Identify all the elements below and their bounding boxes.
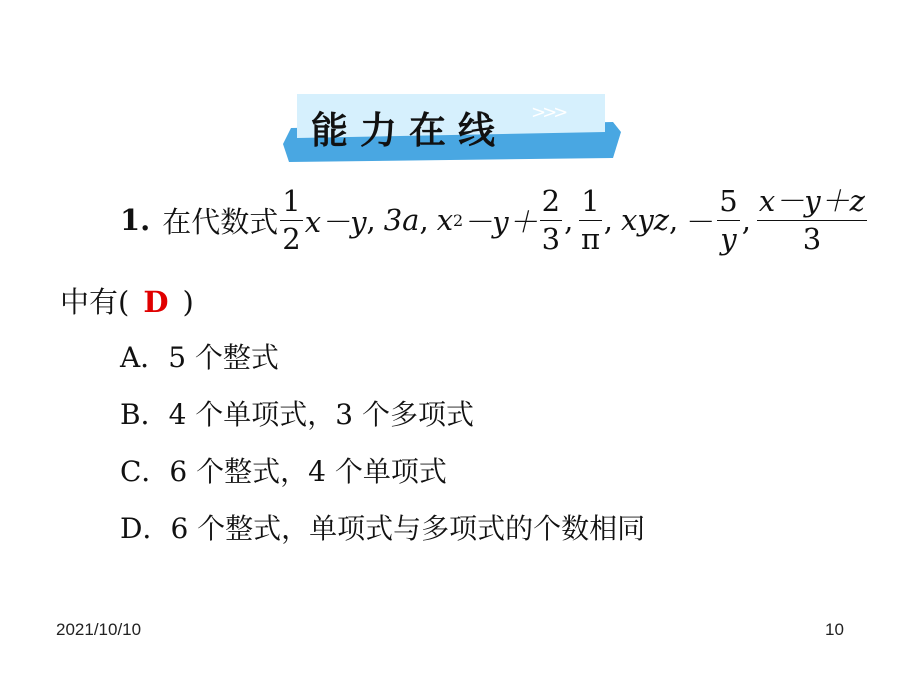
fraction-5 [757,183,867,256]
option-d: D．6 个整式，单项式与多项式的个数相同 [120,512,646,545]
fraction-numerator: 2 [540,187,562,221]
question-prefix: 在代数式 [162,204,279,239]
fraction-denominator: 3 [802,221,822,256]
option-b: B．4 个单项式，3 个多项式 [120,398,475,431]
expr2: 3a [383,203,420,237]
fraction-denominator: 3 [541,221,561,256]
expr3-tail: －y＋ [463,204,538,239]
question-line-2 [60,280,194,321]
expr3-base: x [436,203,454,237]
fraction-numerator: 1 [280,187,302,221]
section-banner [283,92,625,164]
separator: , [419,203,429,237]
footer-page-number: 10 [825,620,844,639]
banner-title: 能力在线 [311,109,507,152]
fraction-numerator: 1 [579,187,601,221]
separator: , [741,203,751,237]
option-c: C．6 个整式，4 个单项式 [120,455,447,488]
fraction-denominator: π [580,221,601,256]
expr6-sign: － [686,204,716,239]
fraction-numerator: x－y＋z [757,187,867,221]
option-a: A．5 个整式 [120,341,279,374]
answer-text: D [143,285,169,319]
expr5: xyz [620,203,669,237]
separator: , [603,203,613,237]
line2-suffix: ) [182,285,194,319]
fraction-numerator: 5 [717,187,739,221]
fraction-4 [717,183,739,256]
fraction-2 [540,183,562,256]
fraction-denominator: 2 [282,221,301,256]
separator: , [366,203,376,237]
fraction-1 [280,183,302,256]
footer-date: 2021/10/10 [56,620,142,639]
question-number: 1. [120,203,151,237]
separator: , [669,203,679,237]
question-line [120,184,869,256]
fraction-denominator: y [720,221,737,256]
expr1-tail: x－y [304,204,367,239]
line2-prefix: 中有( [60,285,130,319]
expr3-exponent: 2 [453,210,464,230]
fraction-3 [579,183,601,256]
chevron-right-icon: >>> [531,102,565,123]
separator: , [564,203,574,237]
